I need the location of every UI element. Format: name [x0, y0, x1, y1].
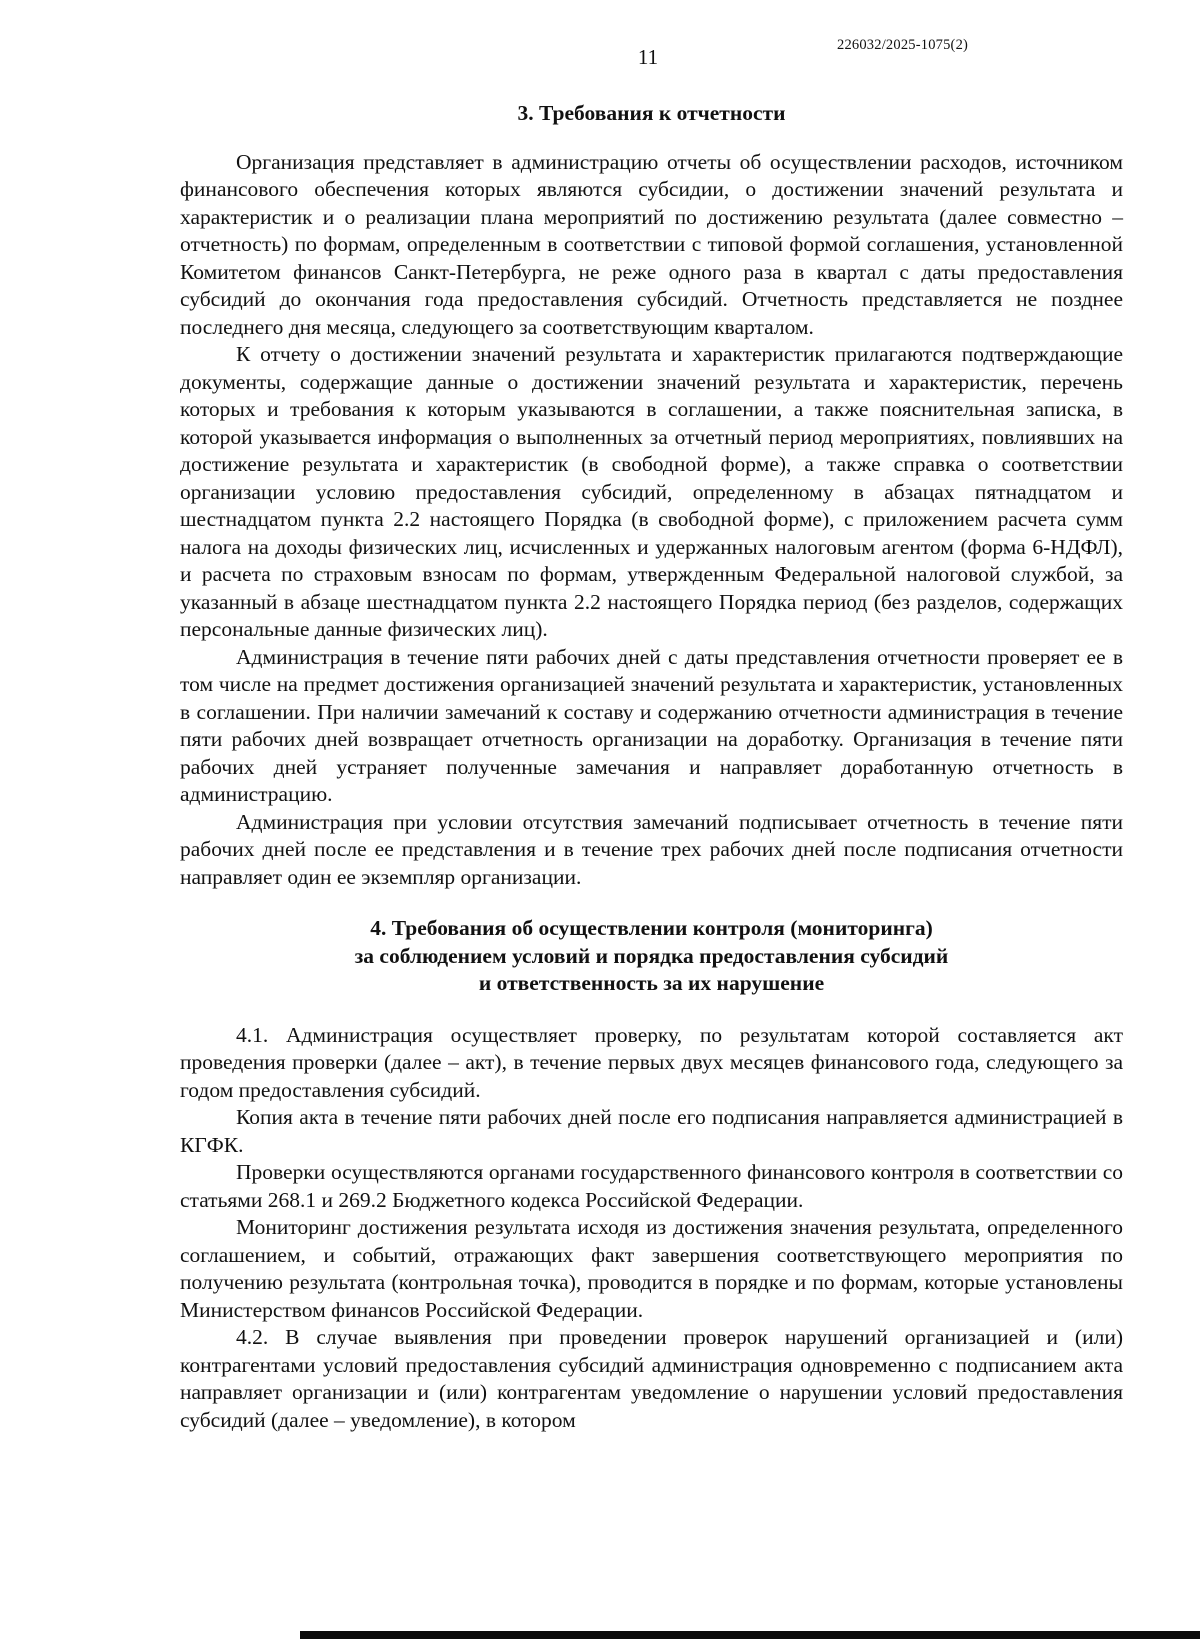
section-3-paragraph-2: К отчету о достижении значений результата и характеристик прилагаются подтверждающие документы, содержащие данные о достижении значений результата и характеристик, перечень которых и требования к которым указываются в соглашении, а также пояснительная записка, в которой указывается информация о выполненных за отчетный период мероприятиях, повлиявших на достижение результата и характеристик (в свободной форме), а также справка о соответствии организации условию предоставления субсидий, определенному в абзацах пятнадцатом и шестнадцатом пункта 2.2 настоящего Порядка (в свободной форме), с приложением расчета сумм налога на доходы физических лиц, исчисленных и удержанных налоговым агентом (форма 6-НДФЛ), и расчета по страховым взносам по формам, утвержденным Федеральной налоговой службой, за указанный в абзаце шестнадцатом пункта 2.2 настоящего Порядка период (без разделов, содержащих персональные данные физических лиц).	[180, 342, 1123, 641]
section-3-paragraph-1: Организация представляет в администрацию отчеты об осуществлении расходов, источником финансового обеспечения которых являются субсидии, о достижении значений результата и характеристик и о реализации плана мероприятий по достижению результата (далее совместно – отчетность) по формам, определенным в соответствии с типовой формой соглашения, установленной Комитетом финансов Санкт-Петербурга, не реже одного раза в квартал с даты предоставления субсидий до окончания года предоставления субсидий. Отчетность представляется не позднее последнего дня месяца, следующего за соответствующим кварталом.	[180, 149, 1123, 339]
section-4-paragraph-4: Мониторинг достижения результата исходя из достижения значения результата, определенного соглашением, и событий, отражающих факт завершения соответствующего мероприятия по получению результата (контрольная точка), проводится в порядке и по формам, которые установлены Министерством финансов Российской Федерации.	[180, 1215, 1123, 1322]
section-3-paragraph-4: Администрация при условии отсутствия замечаний подписывает отчетность в течение пяти рабочих дней после ее представления и в течение трех рабочих дней после подписания отчетности направляет один ее экземпляр организации.	[180, 809, 1123, 889]
section-3-heading: 3. Требования к отчетности	[517, 101, 786, 125]
spacer	[180, 998, 1123, 1022]
section-4-paragraph-3: Проверки осуществляются органами государственного финансового контроля в соответствии со статьями 268.1 и 269.2 Бюджетного кодекса Российской Федерации.	[180, 1160, 1123, 1212]
section-4-heading-line-1: 4. Требования об осуществлении контроля (мониторинга)	[370, 916, 933, 940]
document-registration-number: 226032/2025-1075(2)	[837, 37, 969, 53]
section-4-paragraph-2: Копия акта в течение пяти рабочих дней после его подписания направляется администрацией в КГФК.	[180, 1105, 1123, 1157]
section-4-heading-line-2: за соблюдением условий и порядка предоставления субсидий	[354, 943, 949, 968]
spacer	[180, 128, 1123, 149]
section-3-paragraph-3: Администрация в течение пяти рабочих дней с даты представления отчетности проверяет ее в том числе на предмет достижения организацией значений результата и характеристик, установленных в соглашении. При наличии замечаний к составу и содержанию отчетности администрация в течение пяти рабочих дней возвращает отчетность организации на доработку. Организация в течение пяти рабочих дней устраняет полученные замечания и направляет доработанную отчетность в администрацию.	[180, 644, 1123, 806]
section-4-paragraph-1: 4.1. Администрация осуществляет проверку, по результатам которой составляется акт проведения проверки (далее – акт), в течение первых двух месяцев финансового года, следующего за годом предоставления субсидий.	[180, 1022, 1123, 1102]
page-body	[180, 100, 1123, 1434]
scan-bottom-edge-rule	[300, 1631, 1200, 1639]
section-4-heading	[180, 915, 1123, 998]
page-number: 11	[637, 45, 659, 69]
section-4-paragraph-5: 4.2. В случае выявления при проведении проверок нарушений организацией и (или) контрагентами условий предоставления субсидий администрация одновременно с подписанием акта направляет организации и (или) контрагентам уведомление о нарушении условий предоставления субсидий (далее – уведомление), в котором	[180, 1325, 1123, 1432]
section-4-heading-line-3: и ответственность за их нарушение	[478, 971, 825, 995]
spacer	[180, 891, 1123, 915]
